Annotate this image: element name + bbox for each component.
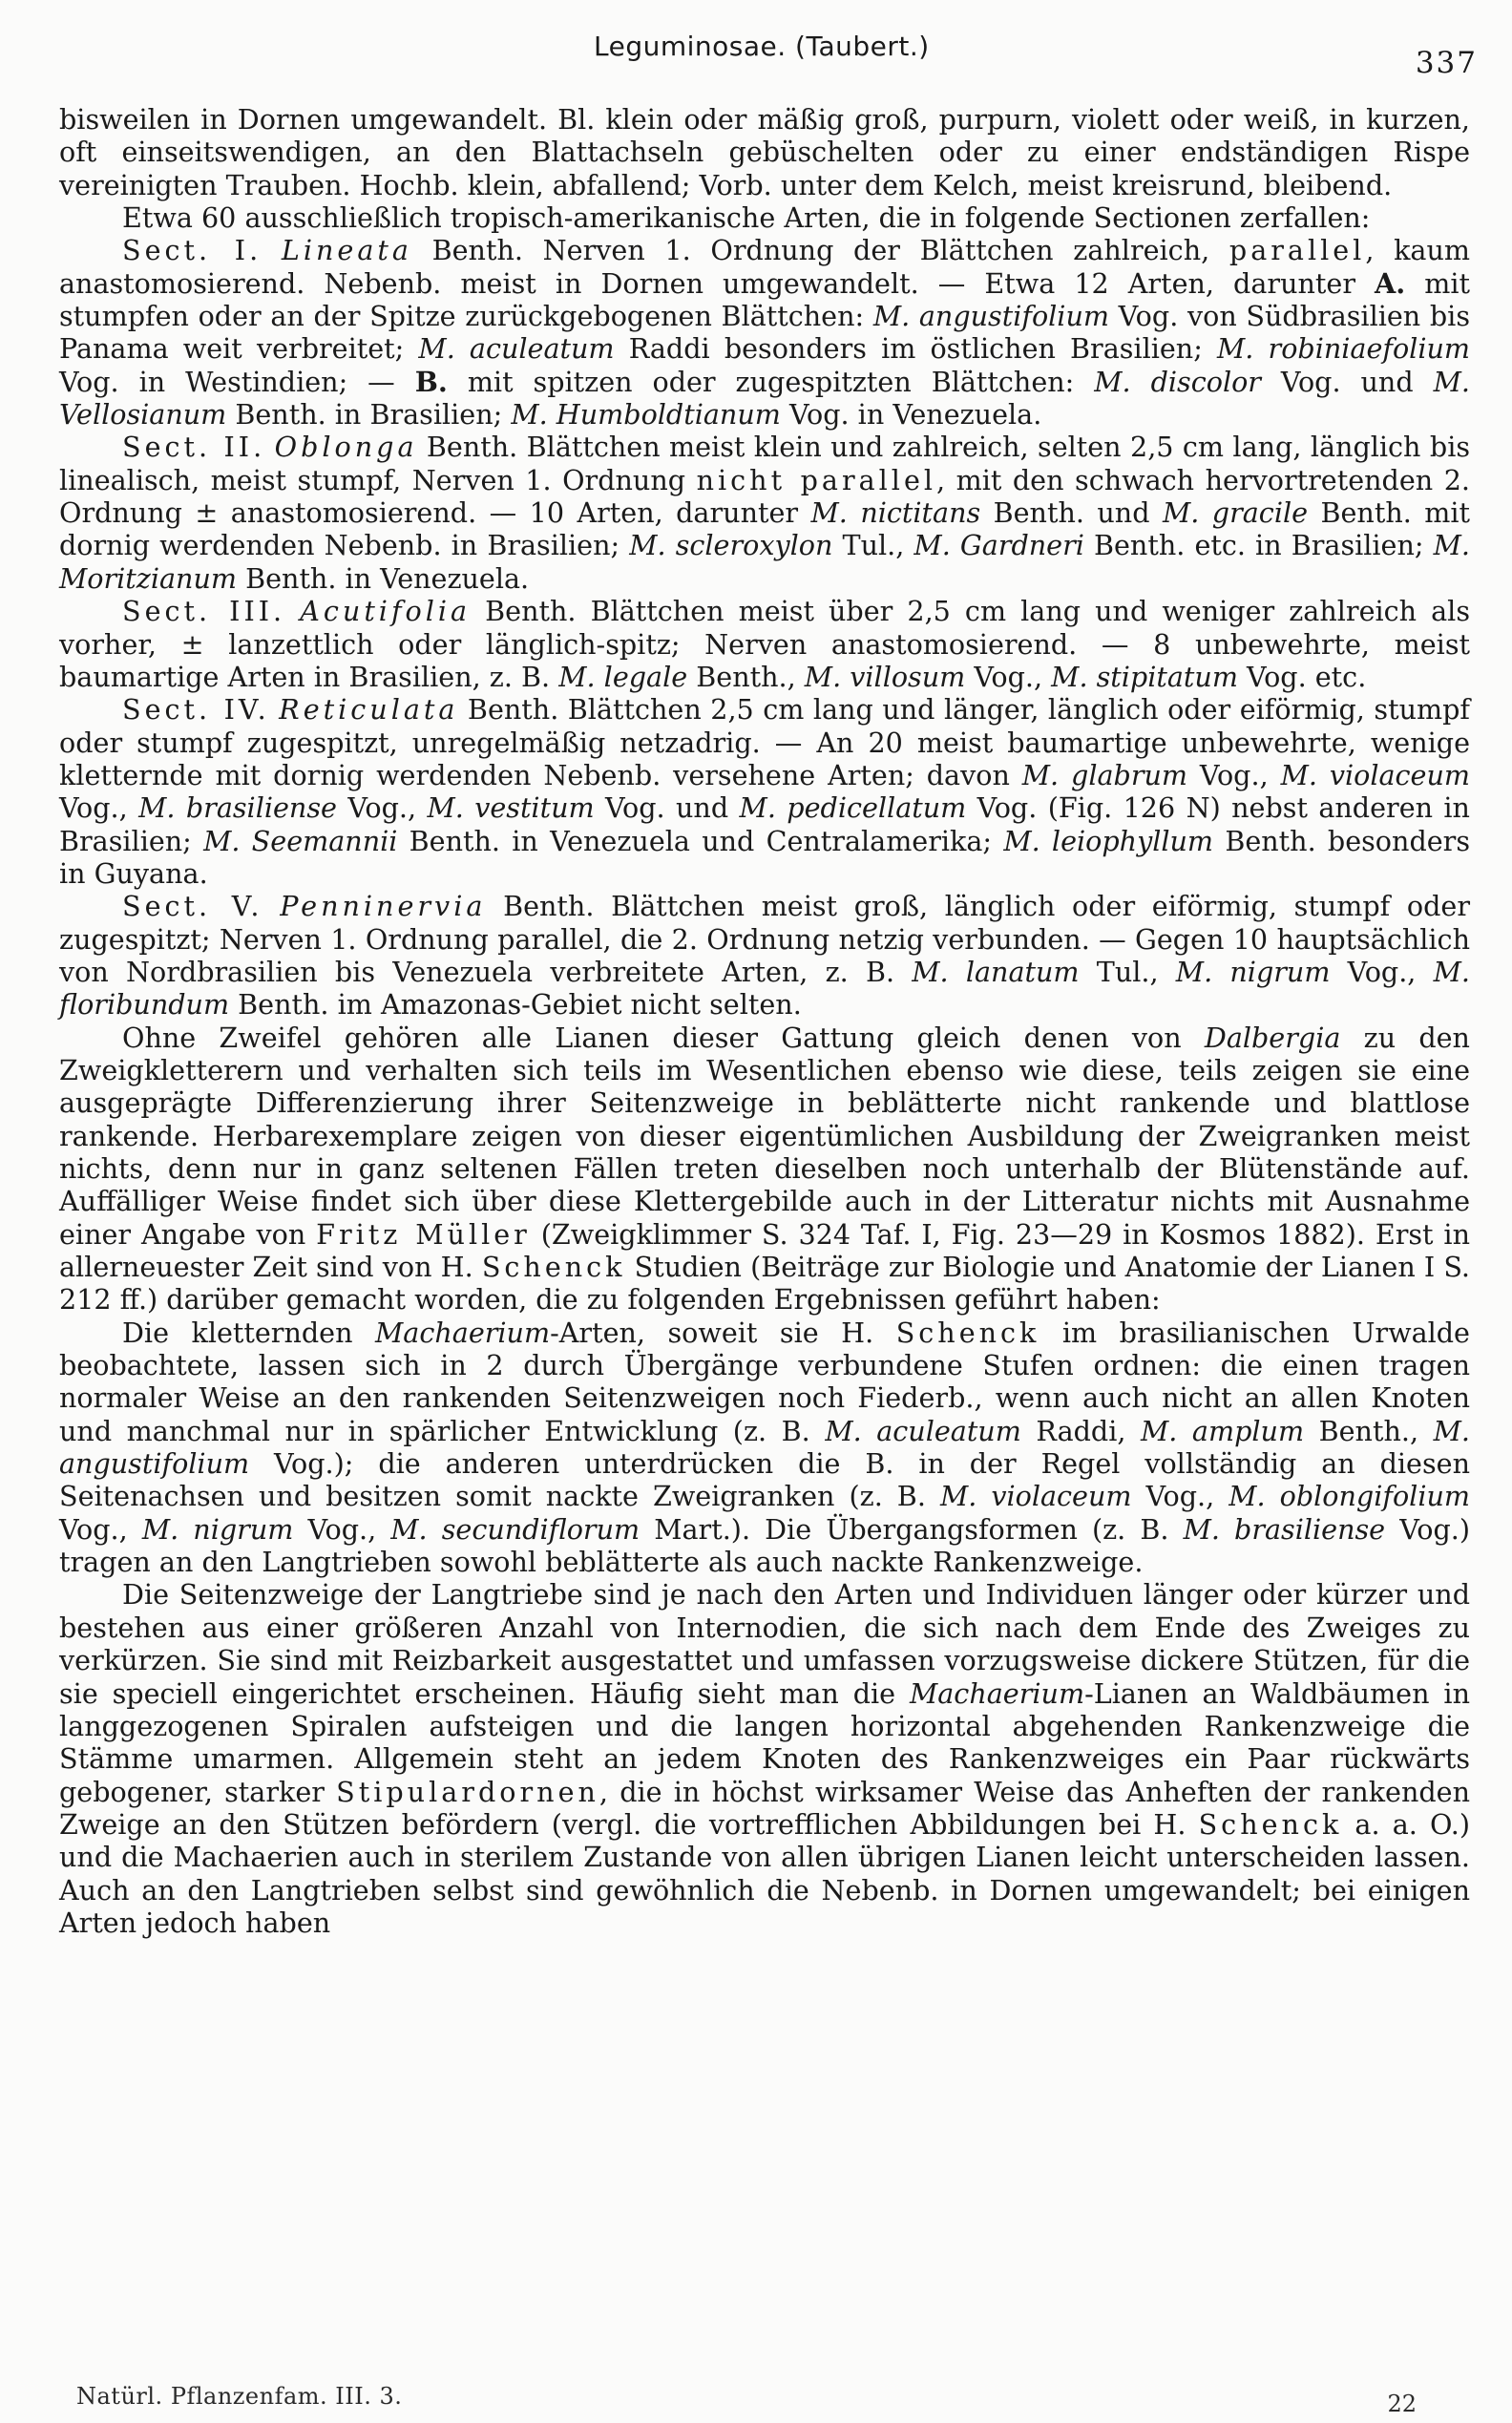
species-name: M. nigrum [1175, 955, 1331, 988]
section-label: Sect. V. [122, 890, 263, 923]
page-header [59, 27, 1478, 80]
species-name: M. angustifolium [59, 1414, 1470, 1481]
spaced-emphasis: Stipulardornen [336, 1775, 599, 1808]
group-marker: B. [414, 365, 448, 398]
paragraph-seitenzweige: Die Seitenzweige der Langtriebe sind je nach den Arten und Individuen länger oder kürzer und bestehen aus einer größeren Anzahl von Internodien, die sich nach dem Ende des Zweiges zu verkürzen. Sie sind mit Reizbarkeit ausgestattet und umfassen vorzugsweise dickere Stützen, für die sie speciell eingerichtet erscheinen. Häufig sieht man die Machaerium-Lianen an Waldbäumen in langgezogenen Spiralen aufsteigen und die langen horizontal abgehenden Rankenzweige die Stämme umarmen. Allgemein steht an jedem Knoten des Rankenzweiges ein Paar rückwärts gebogener, starker Stipulardornen, die in höchst wirksamer Weise das Anheften der rankenden Zweige an den Stützen befördern (vergl. die vortrefflichen Abbildungen bei H. Schenck a. a. O.) und die Machaerien auch in sterilem Zustande von allen übrigen Lianen leicht unterscheiden lassen. Auch an den Langtrieben selbst sind gewöhnlich die Nebenb. in Dornen umgewandelt; bei einigen Arten jedoch haben [59, 1578, 1470, 1939]
species-name: M. villosum [804, 660, 966, 693]
species-name: M. pedicellatum [739, 791, 967, 825]
species-name: M. Gardneri [914, 529, 1084, 562]
species-name: M. scleroxylon [629, 529, 833, 562]
section-name: Lineata [281, 234, 412, 267]
species-name: M. violaceum [1280, 758, 1470, 791]
genus-name: Machaerium [375, 1316, 551, 1349]
section-label: Sect. I. [122, 234, 262, 267]
spaced-emphasis: nicht parallel [696, 463, 937, 496]
section-label: Sect. III. [122, 595, 286, 628]
species-name: M. floribundum [59, 955, 1470, 1022]
species-name: M. stipitatum [1051, 660, 1238, 693]
page-body [59, 103, 1470, 1939]
section-oblonga: Sect. II. Oblonga Benth. Blättchen meist klein und zahlreich, selten 2,5 cm lang, länglich bis linealisch, meist stumpf, Nerven 1. Ordnung nicht parallel, mit den schwach hervortretenden 2. Ordnung ± anastomosierend. — 10 Arten, darunter M. nictitans Benth. und M. gracile Benth. mit dornig werdenden Nebenb. in Brasilien; M. scleroxylon Tul., M. Gardneri Benth. etc. in Brasilien; M. Moritzianum Benth. in Venezuela. [59, 431, 1471, 595]
printer-signature: Natürl. Pflanzenfam. III. 3. [76, 2383, 403, 2410]
author-name: Schenck [895, 1316, 1040, 1349]
species-name: M. robiniaefolium [1217, 332, 1471, 366]
species-name: M. nictitans [810, 496, 981, 530]
author-name: Schenck [1198, 1807, 1343, 1841]
species-name: M. Humboldtianum [511, 398, 781, 432]
species-name: M. legale [558, 660, 688, 693]
section-penninervia: Sect. V. Penninervia Benth. Blättchen meist groß, länglich oder eiförmig, stumpf oder zugespitzt; Nerven 1. Ordnung parallel, die 2. Ordnung netzig verbunden. — Gegen 10 hauptsächlich von Nordbrasilien bis Venezuela verbreitete Arten, z. B. M. lanatum Tul., M. nigrum Vog., M. floribundum Benth. im Amazonas-Gebiet nicht selten. [59, 890, 1471, 1022]
paragraph-lianen: Ohne Zweifel gehören alle Lianen dieser Gattung gleich denen von Dalbergia zu den Zweigkletterern und verhalten sich teils im Wesentlichen ebenso wie diese, teils zeigen sie eine ausgeprägte Differenzierung ihrer Seitenzweige in beblätterte nicht rankende und blattlose rankende. Herbarexemplare zeigen von dieser eigentümlichen Ausbildung der Zweigranken meist nichts, denn nur in ganz seltenen Fällen treten dieselben noch unterhalb der Blütenstände auf. Auffälliger Weise findet sich über diese Klettergebilde auch in der Litteratur nichts mit Ausnahme einer Angabe von Fritz Müller (Zweigklimmer S. 324 Taf. I, Fig. 23—29 in Kosmos 1882). Erst in allerneuester Zeit sind von H. Schenck Studien (Beiträge zur Biologie und Anatomie der Lianen I S. 212 ff.) darüber gemacht worden, die zu folgenden Ergebnissen geführt haben: [59, 1021, 1470, 1317]
section-label: Sect. II. [122, 431, 266, 464]
species-name: M. oblongifolium [1228, 1480, 1470, 1513]
species-name: M. vestitum [427, 791, 595, 825]
paragraph-genus-description: bisweilen in Dornen umgewandelt. Bl. klein oder mäßig groß, purpurn, violett oder weiß, in kurzen, oft einseitswendigen, an den Blattachseln gebüschelten oder zu einer endständigen Rispe vereinigten Trauben. Hochb. klein, abfallend; Vorb. unter dem Kelch, meist kreisrund, bleibend. [59, 103, 1470, 201]
paragraph-sections-intro: Etwa 60 ausschließlich tropisch-amerikanische Arten, die in folgende Sectionen zerfallen: [122, 201, 1371, 235]
page-footer [76, 2383, 1417, 2415]
section-name: Reticulata [279, 693, 459, 727]
species-name: M. Moritzianum [59, 529, 1470, 595]
section-label: Sect. IV. [122, 693, 270, 727]
section-lineata: Sect. I. Lineata Benth. Nerven 1. Ordnung der Blättchen zahlreich, parallel, kaum anastomosierend. Nebenb. meist in Dornen umgewandelt. — Etwa 12 Arten, darunter A. mit stumpfen oder an der Spitze zurückgebogenen Blättchen: M. angustifolium Vog. von Südbrasilien bis Panama weit verbreitet; M. aculeatum Raddi besonders im östlichen Brasilien; M. robiniaefolium Vog. in Westindien; — B. mit spitzen oder zugespitzten Blättchen: M. discolor Vog. und M. Vellosianum Benth. in Brasilien; M. Humboldtianum Vog. in Venezuela. [59, 234, 1471, 432]
genus-name: Dalbergia [1204, 1021, 1341, 1054]
section-name: Oblonga [274, 431, 418, 464]
author-name: Fritz Müller [316, 1217, 531, 1251]
species-name: M. Vellosianum [59, 365, 1470, 432]
section-name: Penninervia [280, 890, 487, 923]
sheet-number: 22 [1387, 2391, 1417, 2417]
section-name: Acutifolia [300, 595, 472, 628]
species-name: M. angustifolium [872, 300, 1109, 333]
species-name: M. secundiflorum [390, 1512, 640, 1546]
species-name: M. nigrum [141, 1512, 294, 1546]
spaced-emphasis: parallel [1228, 234, 1366, 267]
genus-name: Machaerium [909, 1676, 1085, 1710]
species-name: M. leiophyllum [1003, 824, 1214, 857]
paragraph-kletternde-arten: Die kletternden Machaerium-Arten, soweit sie H. Schenck im brasilianischen Urwalde beobachtete, lassen sich in 2 durch Übergänge verbundene Stufen ordnen: die einen tragen normaler Weise an den rankenden Seitenzweigen noch Fiederb., wenn auch nicht an allen Knoten und manchmal nur in spärlicher Entwicklung (z. B. M. aculeatum Raddi, M. amplum Benth., M. angustifolium Vog.); die anderen unterdrücken die B. in der Regel vollständig an diesen Seitenachsen und besitzen somit nackte Zweigranken (z. B. M. violaceum Vog., M. oblongifolium Vog., M. nigrum Vog., M. secundiflorum Mart.). Die Übergangsformen (z. B. M. brasiliense Vog.) tragen an den Langtrieben sowohl beblätterte als auch nackte Rankenzweige. [59, 1316, 1470, 1579]
running-title: Leguminosae. (Taubert.) [594, 31, 930, 62]
page-number: 337 [1415, 46, 1478, 80]
species-name: M. glabrum [1021, 758, 1188, 791]
species-name: M. gracile [1162, 496, 1309, 530]
species-name: M. brasiliense [1183, 1512, 1386, 1546]
species-name: M. lanatum [912, 955, 1080, 988]
section-reticulata: Sect. IV. Reticulata Benth. Blättchen 2,5 cm lang und länger, länglich oder eiförmig, stumpf oder stumpf zugespitzt, unregelmäßig netzadrig. — An 20 meist baumartige unbewehrte, wenige kletternde mit dornig werdenden Nebenb. versehene Arten; davon M. glabrum Vog., M. violaceum Vog., M. brasiliense Vog., M. vestitum Vog. und M. pedicellatum Vog. (Fig. 126 N) nebst anderen in Brasilien; M. Seemannii Benth. in Venezuela und Centralamerika; M. leiophyllum Benth. besonders in Guyana. [59, 693, 1471, 890]
species-name: M. aculeatum [825, 1414, 1021, 1447]
species-name: M. aculeatum [418, 332, 615, 366]
species-name: M. amplum [1141, 1414, 1305, 1447]
species-name: M. Seemannii [203, 824, 398, 857]
species-name: M. brasiliense [138, 791, 337, 825]
section-acutifolia: Sect. III. Acutifolia Benth. Blättchen meist über 2,5 cm lang und weniger zahlreich als vorher, ± lanzettlich oder länglich-spitz; Nerven anastomosierend. — 8 unbewehrte, meist baumartige Arten in Brasilien, z. B. M. legale Benth., M. villosum Vog., M. stipitatum Vog. etc. [59, 595, 1471, 693]
author-name: Schenck [481, 1251, 626, 1284]
group-marker: A. [1375, 266, 1406, 300]
species-name: M. violaceum [939, 1480, 1132, 1513]
species-name: M. discolor [1094, 365, 1261, 398]
